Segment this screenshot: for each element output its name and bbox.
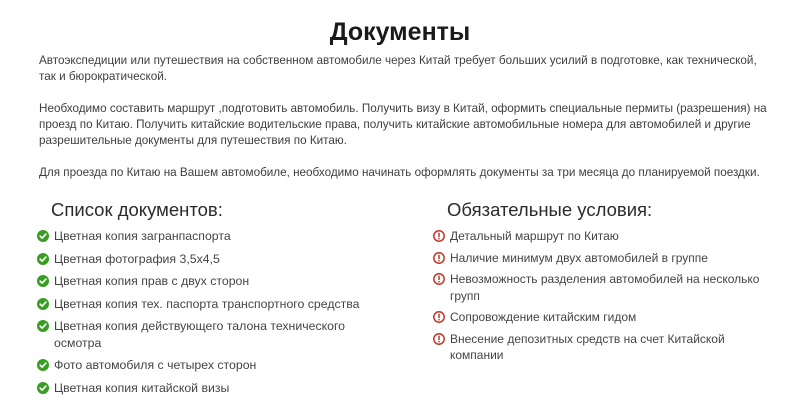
documents-list [37, 228, 367, 396]
list-item [433, 271, 773, 304]
list-item [37, 318, 367, 351]
list-item-label: Детальный маршрут по Китаю [450, 229, 619, 243]
exclamation-circle-icon [433, 311, 445, 323]
list-item-label: Цветная копия тех. паспорта транспортного средства [54, 296, 360, 311]
check-circle-icon [37, 298, 49, 310]
check-circle-icon [37, 320, 49, 332]
intro-text [39, 53, 774, 197]
list-item [37, 273, 367, 290]
list-item [37, 296, 367, 313]
list-item-label: Внесение депозитных средств на счет Китайской компании [450, 331, 725, 362]
list-item-label: Наличие минимум двух автомобилей в группе [450, 250, 708, 265]
list-item [37, 251, 367, 268]
check-circle-icon [37, 230, 49, 242]
list-item-label: Цветная копия действующего талона технического осмотра [54, 319, 346, 350]
list-item-label: Цветная копия загранпаспорта [54, 229, 231, 243]
conditions-heading: Обязательные условия: [447, 199, 653, 220]
list-item [433, 250, 773, 267]
list-item [433, 228, 773, 245]
conditions-list [433, 228, 773, 364]
documents-heading: Список документов: [51, 199, 223, 220]
list-item-label: Фото автомобиля с четырех сторон [54, 358, 257, 372]
list-item [37, 357, 367, 374]
exclamation-circle-icon [433, 252, 445, 264]
list-item-label: Невозможность разделения автомобилей на несколько групп [450, 272, 760, 303]
check-circle-icon [37, 275, 49, 287]
list-item-label: Цветная копия китайской визы [54, 380, 230, 395]
exclamation-circle-icon [433, 273, 445, 285]
conditions-section [433, 198, 773, 369]
intro-paragraph: Необходимо составить маршрут ,подготовить автомобиль. Получить визу в Китай, оформить специальные пермиты (разрешения) на проезд по Китаю. Получить китайские водительские права, получить китайские автомобильные номера для автомобилей и другие разрешительные документы для путешествия по Китаю. [39, 102, 767, 147]
documents-section [37, 198, 367, 402]
list-item-label: Сопровождение китайским гидом [450, 310, 637, 324]
check-circle-icon [37, 359, 49, 371]
list-item-label: Цветная фотография 3,5х4,5 [54, 251, 220, 266]
list-item [433, 331, 773, 364]
intro-paragraph: Для проезда по Китаю на Вашем автомобиле, необходимо начинать оформлять документы за три месяца до планируемой поездки. [39, 166, 760, 179]
intro-paragraph: Автоэкспедиции или путешествия на собственном автомобиле через Китай требует больших усилий в подготовке, как технической, так и бюрократической. [39, 54, 757, 83]
page-title: Документы [329, 17, 471, 46]
check-circle-icon [37, 382, 49, 394]
list-item [37, 228, 367, 245]
exclamation-circle-icon [433, 333, 445, 345]
list-item [433, 309, 773, 326]
check-circle-icon [37, 253, 49, 265]
list-item [37, 380, 367, 397]
list-item-label: Цветная копия прав с двух сторон [54, 274, 250, 288]
exclamation-circle-icon [433, 230, 445, 242]
